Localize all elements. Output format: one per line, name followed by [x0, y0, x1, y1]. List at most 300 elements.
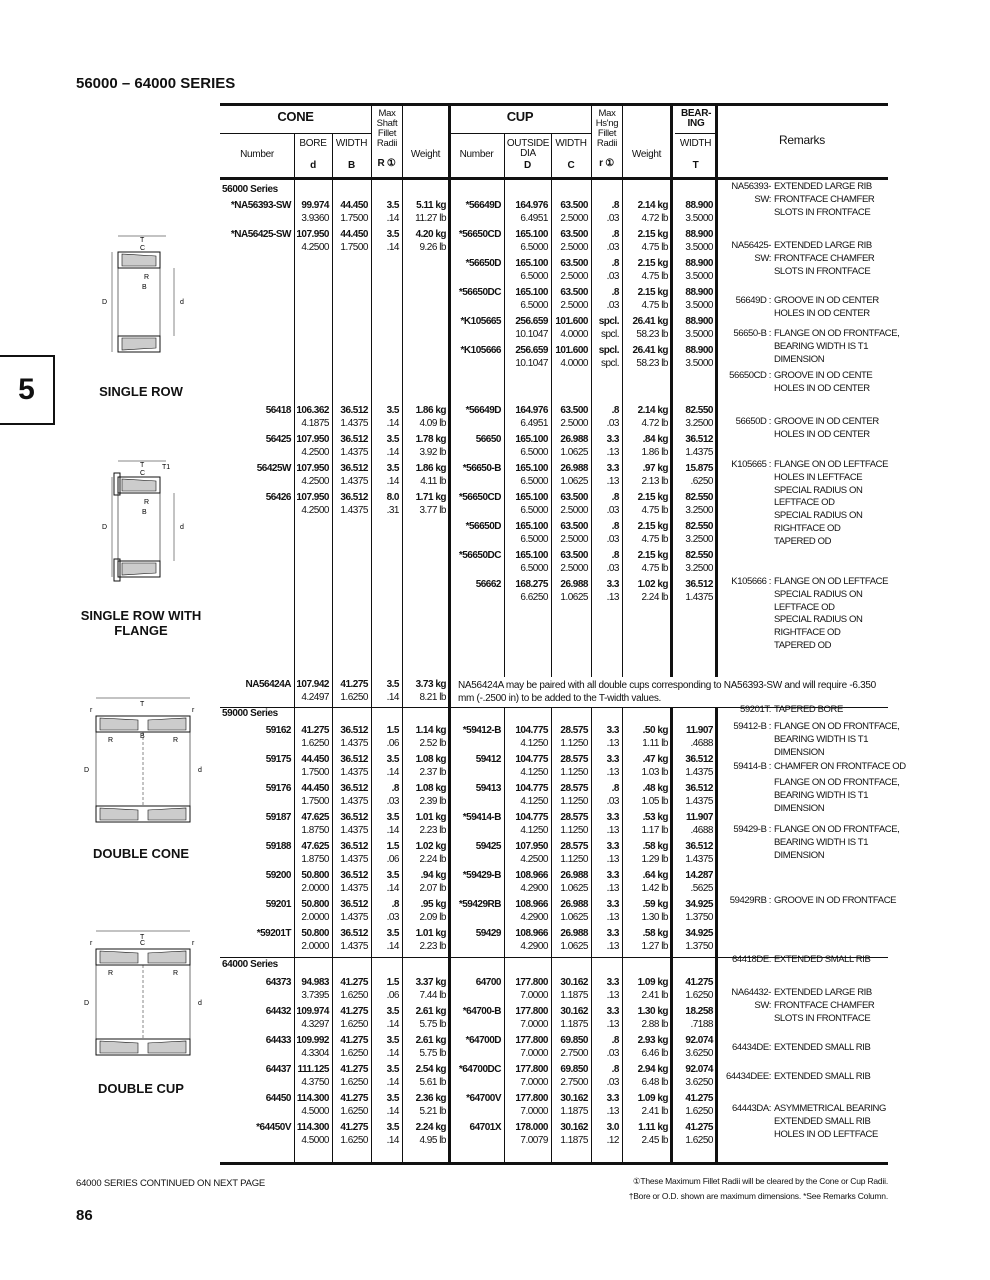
- cone-metric-value: 107.950: [296, 229, 329, 240]
- cone-imperial-value: 1.4375: [340, 475, 368, 487]
- cup-imperial-value: 4.2900: [520, 911, 548, 923]
- cup-cell: [591, 1006, 622, 1031]
- cup-cell: [622, 200, 671, 225]
- cup-cell: [449, 725, 504, 738]
- cup-cell: [551, 258, 591, 283]
- remark-line: EXTENDED SMALL RIB: [774, 954, 871, 965]
- cup-cell: [675, 229, 716, 254]
- cup-imperial-value: 7.0000: [520, 989, 548, 1001]
- remark-line: DIMENSION: [774, 849, 825, 861]
- cone-number: 59162: [265, 725, 291, 736]
- cup-cell: [449, 928, 504, 941]
- cone-cell: [332, 200, 371, 225]
- cup-number: *64700DC: [458, 1064, 501, 1075]
- cup-metric-value: .50 kg: [642, 725, 668, 736]
- cup-metric-value: 165.100: [515, 492, 548, 503]
- cone-metric-value: 41.275: [340, 679, 368, 690]
- cup-cell: [675, 1035, 716, 1060]
- cone-cell: [332, 434, 371, 459]
- cup-imperial-value: .03: [606, 1076, 619, 1088]
- cup-imperial-value: 1.4375: [685, 766, 713, 778]
- cone-metric-value: 44.450: [301, 754, 329, 765]
- cup-imperial-value: .12: [606, 1134, 619, 1146]
- cup-cell: [551, 783, 591, 808]
- cone-imperial-value: 4.2500: [301, 446, 329, 458]
- cup-metric-value: 11.907: [685, 812, 713, 823]
- cup-imperial-value: .03: [606, 299, 619, 311]
- svg-text:R: R: [173, 737, 179, 744]
- cup-imperial-value: 3.5000: [685, 299, 713, 311]
- cone-imperial-value: 5.61 lb: [419, 1076, 446, 1088]
- cup-imperial-value: 1.1875: [560, 989, 588, 1001]
- cup-cell: [675, 725, 716, 750]
- cup-imperial-value: 4.1250: [520, 824, 548, 836]
- svg-text:d: d: [180, 299, 184, 306]
- cone-metric-value: 2.36 kg: [415, 1093, 446, 1104]
- cup-cell: [551, 200, 591, 225]
- remark-line: GROOVE IN OD CENTE: [774, 370, 873, 381]
- cup-metric-value: .8: [611, 783, 619, 794]
- cone-imperial-value: 2.24 lb: [419, 853, 446, 865]
- svg-text:r: r: [90, 940, 93, 947]
- cone-number: 59200: [265, 870, 291, 881]
- cone-number: *NA56393-SW: [230, 200, 291, 211]
- cup-metric-value: .8: [611, 200, 619, 211]
- cup-imperial-value: 58.23 lb: [636, 328, 668, 340]
- cone-imperial-value: 2.52 lb: [419, 737, 446, 749]
- cone-metric-value: 1.71 kg: [415, 492, 446, 503]
- cone-imperial-value: .14: [386, 241, 399, 253]
- cone-imperial-value: 4.5000: [301, 1105, 329, 1117]
- cone-metric-value: 36.512: [340, 783, 368, 794]
- cup-cell: [504, 287, 551, 312]
- remarks-header: Remarks: [779, 133, 825, 147]
- cup-cell: [591, 725, 622, 750]
- cup-metric-value: 26.41 kg: [632, 345, 668, 356]
- cone-cell: [220, 754, 294, 767]
- svg-text:C: C: [140, 245, 146, 252]
- cup-imperial-value: 1.6250: [685, 989, 713, 1001]
- cup-cell: [504, 812, 551, 837]
- cup-number: *K105666: [460, 345, 501, 356]
- cone-metric-value: 3.5: [386, 434, 399, 445]
- cup-cell: [551, 579, 591, 604]
- cup-cell: [551, 1064, 591, 1089]
- cup-metric-value: 82.550: [685, 405, 713, 416]
- cone-cell: [220, 1006, 294, 1019]
- cone-cell: [220, 463, 294, 476]
- cup-imperial-value: .03: [606, 1047, 619, 1059]
- cup-number: *59412-B: [462, 725, 501, 736]
- section-tab: 5: [0, 355, 55, 425]
- cone-cell: [371, 1006, 402, 1031]
- cone-imperial-value: 3.77 lb: [419, 504, 446, 516]
- diagram-label: DOUBLE CONE: [92, 846, 190, 861]
- cup-cell: [449, 1093, 504, 1106]
- cup-imperial-value: 1.11 lb: [642, 737, 668, 749]
- page-title: 56000 – 64000 SERIES: [76, 75, 236, 92]
- remark-line: FLANGE ON OD FRONTFACE,: [774, 777, 900, 788]
- remark-line: SPECIAL RADIUS ON: [774, 510, 863, 522]
- cup-cell: [675, 1093, 716, 1118]
- cup-cell: [675, 812, 716, 837]
- cup-cell: [622, 1093, 671, 1118]
- cup-cell: [504, 783, 551, 808]
- cup-metric-value: 177.800: [515, 977, 548, 988]
- cup-imperial-value: 4.75 lb: [641, 504, 668, 516]
- cone-cell: [220, 899, 294, 912]
- svg-text:D: D: [102, 524, 108, 531]
- cone-imperial-value: 1.6250: [340, 1076, 368, 1088]
- cone-imperial-value: 4.2497: [301, 691, 329, 703]
- cup-imperial-value: .7188: [690, 1018, 713, 1030]
- cup-cell: [504, 1122, 551, 1147]
- cup-metric-value: 82.550: [685, 550, 713, 561]
- svg-text:d: d: [198, 1000, 202, 1007]
- cone-cell: [371, 899, 402, 924]
- remark-label: 59414-B :: [733, 761, 771, 772]
- cone-imperial-value: 5.75 lb: [419, 1047, 446, 1059]
- cup-metric-value: 165.100: [515, 463, 548, 474]
- cup-cell: [675, 899, 716, 924]
- cone-metric-value: 41.275: [301, 725, 329, 736]
- page-number: 86: [76, 1207, 93, 1224]
- remark-line: FLANGE ON OD LEFTFACE: [774, 459, 889, 470]
- remark-text: [774, 987, 874, 1025]
- cup-cell: [504, 258, 551, 283]
- remark-line: FLANGE ON OD FRONTFACE,: [774, 328, 900, 339]
- cone-imperial-value: .14: [386, 940, 399, 952]
- cup-cell: [449, 1122, 504, 1135]
- cone-cell: [371, 977, 402, 1002]
- cup-metric-value: 2.94 kg: [637, 1064, 668, 1075]
- cup-cell: [622, 521, 671, 546]
- single-row-diagram: [78, 230, 208, 380]
- cup-imperial-value: 2.5000: [560, 533, 588, 545]
- cup-cell: [449, 812, 504, 825]
- cone-cell: [371, 463, 402, 488]
- cup-imperial-value: 6.4951: [520, 212, 548, 224]
- cone-cell: [402, 434, 449, 459]
- cup-imperial-value: 1.3750: [685, 911, 713, 923]
- cone-cell: [402, 200, 449, 225]
- cup-metric-value: 1.30 kg: [637, 1006, 668, 1017]
- cone-metric-value: 114.300: [296, 1093, 329, 1104]
- cone-cell: [402, 928, 449, 953]
- cone-metric-value: 107.950: [296, 492, 329, 503]
- cup-imperial-value: spcl.: [600, 357, 619, 369]
- cup-cell: [675, 200, 716, 225]
- remark-text: [774, 459, 888, 549]
- cup-cell: [504, 754, 551, 779]
- cup-metric-value: 26.988: [560, 899, 588, 910]
- cup-cell: [551, 492, 591, 517]
- rule: [675, 133, 716, 134]
- cup-metric-value: 3.3: [606, 1006, 619, 1017]
- cup-cell: [449, 258, 504, 271]
- bearing-width-header: WIDTH: [679, 138, 712, 149]
- cone-imperial-value: 1.8750: [301, 853, 329, 865]
- cup-cell: [675, 754, 716, 779]
- cone-number: 59176: [265, 783, 291, 794]
- cup-metric-value: .8: [611, 550, 619, 561]
- cone-metric-value: 36.512: [340, 492, 368, 503]
- cone-metric-value: 107.950: [296, 463, 329, 474]
- cone-imperial-value: 3.7395: [301, 989, 329, 1001]
- cup-metric-value: 63.500: [560, 492, 588, 503]
- cone-imperial-value: 4.2500: [301, 241, 329, 253]
- cone-cell: [294, 783, 332, 808]
- cone-cell: [294, 754, 332, 779]
- remark-line: DIMENSION: [774, 353, 825, 365]
- cone-imperial-value: 1.4375: [340, 446, 368, 458]
- cup-cell: [675, 345, 716, 370]
- cone-metric-value: 1.86 kg: [415, 405, 446, 416]
- cup-imperial-value: 2.5000: [560, 241, 588, 253]
- remark-text: [774, 777, 899, 815]
- cone-cell: [294, 463, 332, 488]
- cone-metric-value: 3.5: [386, 928, 399, 939]
- cone-cell: [220, 1035, 294, 1048]
- cone-cell: [402, 679, 449, 704]
- cone-metric-value: 3.37 kg: [415, 977, 446, 988]
- remark-line: EXTENDED LARGE RIB: [774, 987, 872, 998]
- column-divider: [622, 104, 623, 133]
- cone-cell: [402, 725, 449, 750]
- cup-metric-value: 177.800: [515, 1093, 548, 1104]
- cup-metric-value: 3.3: [606, 754, 619, 765]
- cup-metric-value: 104.775: [515, 754, 548, 765]
- cup-cell: [449, 1035, 504, 1048]
- cup-metric-value: 2.14 kg: [637, 405, 668, 416]
- cone-imperial-value: 4.5000: [301, 1134, 329, 1146]
- cone-cell: [294, 1064, 332, 1089]
- cup-imperial-value: .03: [606, 795, 619, 807]
- cone-cell: [294, 200, 332, 225]
- cup-metric-value: 34.925: [685, 899, 713, 910]
- cone-cell: [220, 783, 294, 796]
- cup-number: *64700V: [466, 1093, 501, 1104]
- cone-metric-value: 1.08 kg: [415, 783, 446, 794]
- cup-cell: [591, 783, 622, 808]
- cone-imperial-value: 7.44 lb: [419, 989, 446, 1001]
- cup-metric-value: .8: [611, 492, 619, 503]
- remark-line: HOLES IN LEFTFACE: [774, 471, 863, 483]
- cone-imperial-value: 1.4375: [340, 853, 368, 865]
- cup-imperial-value: 1.29 lb: [641, 853, 668, 865]
- cup-cell: [551, 754, 591, 779]
- cone-imperial-value: 8.21 lb: [419, 691, 446, 703]
- remark-label: 64443DA:: [731, 1103, 771, 1114]
- cone-cell: [294, 977, 332, 1002]
- cone-metric-value: 36.512: [340, 405, 368, 416]
- cup-imperial-value: .13: [606, 1018, 619, 1030]
- cup-metric-value: 107.950: [515, 841, 548, 852]
- cone-cell: [294, 405, 332, 430]
- max-housing-symbol: r ①: [599, 158, 614, 169]
- cup-metric-value: 2.15 kg: [637, 492, 668, 503]
- svg-text:d: d: [180, 524, 184, 531]
- cone-imperial-value: 1.6250: [340, 691, 368, 703]
- cup-metric-value: 2.15 kg: [637, 550, 668, 561]
- cup-metric-value: 165.100: [515, 287, 548, 298]
- cone-imperial-value: .14: [386, 446, 399, 458]
- cup-imperial-value: 4.2900: [520, 940, 548, 952]
- cup-imperial-value: 1.1875: [560, 1018, 588, 1030]
- remark-line: FLANGE ON OD FRONTFACE,: [774, 824, 900, 835]
- cone-cell: [220, 1093, 294, 1106]
- cone-metric-value: 3.5: [386, 754, 399, 765]
- cone-cell: [371, 405, 402, 430]
- remark-line: FLANGE ON OD FRONTFACE,: [774, 721, 900, 732]
- cup-imperial-value: .6250: [690, 475, 713, 487]
- cup-cell: [622, 870, 671, 895]
- cup-metric-value: 165.100: [515, 258, 548, 269]
- cup-cell: [551, 870, 591, 895]
- cone-cell: [220, 229, 294, 242]
- cone-cell: [332, 492, 371, 517]
- cup-imperial-value: .13: [606, 475, 619, 487]
- cup-cell: [622, 492, 671, 517]
- cup-number: *56650CD: [458, 229, 501, 240]
- cone-imperial-value: 2.0000: [301, 882, 329, 894]
- cone-cell: [402, 754, 449, 779]
- cup-number: *56650D: [465, 258, 501, 269]
- cup-imperial-value: 3.5000: [685, 357, 713, 369]
- cup-imperial-value: .13: [606, 882, 619, 894]
- cup-cell: [622, 1006, 671, 1031]
- cup-number: *64700-B: [462, 1006, 501, 1017]
- svg-text:C: C: [140, 470, 146, 477]
- cone-cell: [402, 463, 449, 488]
- cup-imperial-value: 3.6250: [685, 1076, 713, 1088]
- cup-metric-value: 63.500: [560, 258, 588, 269]
- cone-cell: [294, 229, 332, 254]
- cone-metric-value: 1.86 kg: [415, 463, 446, 474]
- cup-imperial-value: 2.13 lb: [641, 475, 668, 487]
- cup-imperial-value: 3.2500: [685, 504, 713, 516]
- cone-cell: [294, 870, 332, 895]
- cup-metric-value: 108.966: [515, 928, 548, 939]
- cup-metric-value: 28.575: [560, 783, 588, 794]
- cone-imperial-value: .14: [386, 1047, 399, 1059]
- cone-imperial-value: 9.26 lb: [419, 241, 446, 253]
- cup-metric-value: 41.275: [685, 1093, 713, 1104]
- remark-text: [774, 1042, 870, 1055]
- remark-label: K105666 :: [731, 576, 771, 587]
- cup-number: 64700: [475, 977, 501, 988]
- cone-metric-value: 3.5: [386, 200, 399, 211]
- cup-imperial-value: .13: [606, 824, 619, 836]
- cone-metric-value: 36.512: [340, 870, 368, 881]
- remark-line: GROOVE IN OD CENTER: [774, 416, 879, 427]
- cup-cell: [551, 316, 591, 341]
- cup-cell: [591, 977, 622, 1002]
- cup-metric-value: .8: [611, 405, 619, 416]
- cone-imperial-value: 4.2500: [301, 504, 329, 516]
- cup-cell: [551, 1035, 591, 1060]
- cup-number: 59429: [475, 928, 501, 939]
- cone-metric-value: 36.512: [340, 841, 368, 852]
- cone-metric-value: 36.512: [340, 899, 368, 910]
- cup-imperial-value: 1.4375: [685, 795, 713, 807]
- remark-line: GROOVE IN OD CENTER: [774, 295, 879, 306]
- remark-line: GROOVE IN OD FRONTFACE: [774, 895, 897, 906]
- cup-metric-value: 3.3: [606, 1093, 619, 1104]
- cone-cell: [402, 492, 449, 517]
- cone-number: *59201T: [256, 928, 291, 939]
- cup-imperial-value: 2.5000: [560, 212, 588, 224]
- cup-metric-value: 1.09 kg: [637, 977, 668, 988]
- cone-metric-value: 8.0: [386, 492, 399, 503]
- cone-cell: [371, 725, 402, 750]
- cup-metric-value: 82.550: [685, 521, 713, 532]
- footnote-bore: †Bore or O.D. shown are maximum dimensions. *See Remarks Column.: [628, 1191, 888, 1201]
- cone-metric-value: 111.125: [297, 1064, 329, 1075]
- cup-cell: [504, 841, 551, 866]
- cone-metric-value: 2.54 kg: [415, 1064, 446, 1075]
- cup-metric-value: 34.925: [685, 928, 713, 939]
- cup-imperial-value: 4.75 lb: [641, 241, 668, 253]
- cup-metric-value: .84 kg: [642, 434, 668, 445]
- cup-metric-value: 88.900: [685, 229, 713, 240]
- cup-imperial-value: 6.5000: [520, 241, 548, 253]
- cone-metric-value: 41.275: [340, 977, 368, 988]
- cup-cell: [622, 287, 671, 312]
- cone-cell: [332, 1093, 371, 1118]
- cone-cell: [220, 977, 294, 990]
- remark-line: SLOTS IN FRONTFACE: [774, 265, 871, 277]
- remark-label: NA56393-SW:: [731, 181, 771, 205]
- cup-metric-value: 256.659: [515, 316, 548, 327]
- cup-imperial-value: 1.17 lb: [641, 824, 668, 836]
- rule: [449, 133, 591, 134]
- cone-imperial-value: 11.27 lb: [415, 212, 446, 224]
- cone-imperial-value: .14: [386, 882, 399, 894]
- cone-cell: [294, 1122, 332, 1147]
- cup-metric-value: spcl.: [598, 345, 619, 356]
- cone-metric-value: 2.24 kg: [415, 1122, 446, 1133]
- cone-metric-value: 1.5: [386, 977, 399, 988]
- cone-number: 56425W: [256, 463, 291, 474]
- cone-metric-value: 5.11 kg: [416, 200, 446, 211]
- cup-imperial-value: 6.5000: [520, 475, 548, 487]
- remark-text: [774, 1071, 870, 1084]
- cup-cell: [675, 977, 716, 1002]
- remark-line: HOLES IN OD CENTER: [774, 428, 870, 440]
- cone-cell: [402, 899, 449, 924]
- cone-imperial-value: 4.3297: [301, 1018, 329, 1030]
- cone-number: 64373: [265, 977, 291, 988]
- cup-cell: [591, 229, 622, 254]
- cup-imperial-value: 3.5000: [685, 328, 713, 340]
- cup-imperial-value: 1.4375: [685, 591, 713, 603]
- cup-imperial-value: 2.7500: [560, 1047, 588, 1059]
- svg-text:r: r: [192, 940, 195, 947]
- cup-metric-value: .58 kg: [642, 928, 668, 939]
- cup-cell: [449, 405, 504, 418]
- cup-metric-value: 14.287: [685, 870, 713, 881]
- cup-number: 59413: [475, 783, 501, 794]
- cone-metric-value: 36.512: [340, 725, 368, 736]
- remark-line: FRONTFACE CHAMFER: [774, 193, 875, 205]
- cup-imperial-value: 6.5000: [520, 270, 548, 282]
- double-cone-diagram: [78, 692, 208, 842]
- cup-cell: [591, 1064, 622, 1089]
- cone-cell: [220, 1064, 294, 1077]
- svg-text:T: T: [140, 237, 145, 244]
- cone-metric-value: 106.362: [296, 405, 329, 416]
